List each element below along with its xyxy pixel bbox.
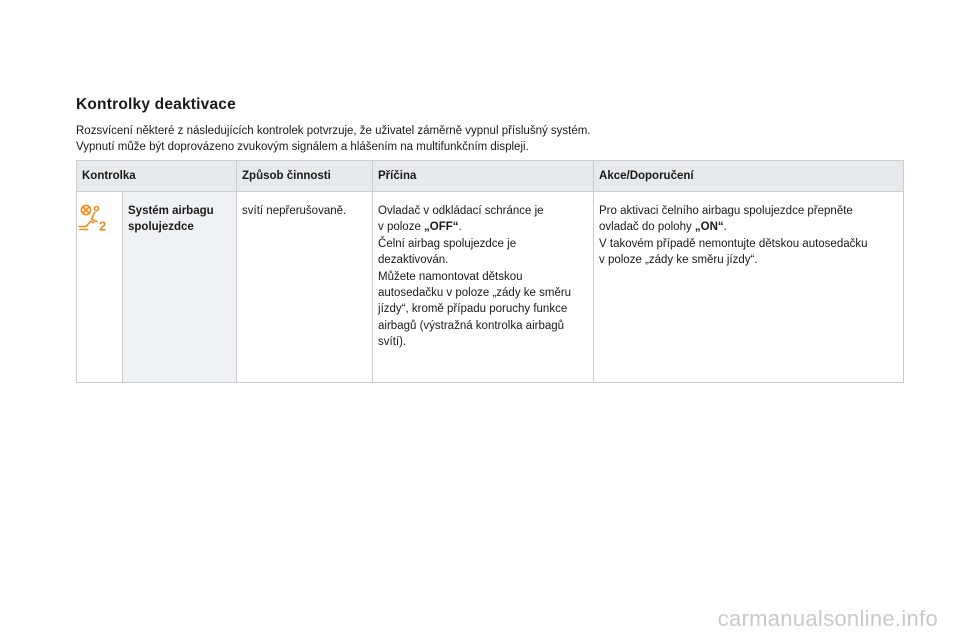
header-operation: Způsob činnosti <box>237 161 373 192</box>
action-line-2-post: . <box>723 221 727 234</box>
header-cause: Příčina <box>373 161 594 192</box>
action-cell <box>594 192 904 383</box>
cause-off-label: „OFF“ <box>424 221 459 234</box>
cause-line-2 <box>378 219 588 235</box>
section-heading: Kontrolky deaktivace <box>76 96 236 113</box>
cause-line-7: jízdy“, kromě případu poruchy funkce <box>378 303 568 316</box>
action-line-3: V takovém případě nemontujte dětskou autosedačku <box>599 237 868 250</box>
action-on-label: „ON“ <box>694 221 724 234</box>
cause-line-2-pre: v poloze <box>378 221 425 234</box>
light-name-cell <box>123 192 237 383</box>
cause-line-6: autosedačku v poloze „zády ke směru <box>378 287 572 300</box>
cause-line-8: airbagů (výstražná kontrolka airbagů <box>378 319 565 332</box>
icon-cell <box>77 192 123 383</box>
cause-line-3: Čelní airbag spolujezdce je <box>378 237 517 250</box>
light-name-line-1: Systém airbagu <box>128 205 214 217</box>
action-line-1: Pro aktivaci čelního airbagu spolujezdce přepněte <box>599 205 853 217</box>
action-line-2 <box>599 219 898 235</box>
operation-text: svítí nepřerušovaně. <box>242 205 347 217</box>
light-name-line-2: spolujezdce <box>128 221 194 234</box>
watermark: carmanualsonline.info <box>717 606 938 631</box>
intro-line-1: Rozsvícení některé z následujících kontrolek potvrzuje, že uživatel záměrně vypnul příslušný systém. <box>76 125 591 137</box>
header-action: Akce/Doporučení <box>594 161 904 192</box>
action-line-4: v poloze „zády ke směru jízdy“. <box>599 254 758 267</box>
table-row <box>77 192 904 383</box>
intro-text <box>76 123 591 155</box>
cause-cell <box>373 192 594 383</box>
warning-lights-table <box>76 160 904 383</box>
cause-line-1: Ovladač v odkládací schránce je <box>378 205 544 217</box>
cause-line-5: Můžete namontovat dětskou <box>378 270 523 283</box>
cause-line-2-post: . <box>458 221 462 234</box>
action-line-2-pre: ovladač do polohy <box>599 221 695 234</box>
table-header-row <box>77 161 904 192</box>
intro-line-2: Vypnutí může být doprovázeno zvukovým signálem a hlášením na multifunkčním displeji. <box>76 141 529 153</box>
svg-text:2: 2 <box>99 218 107 232</box>
operation-cell <box>237 192 373 383</box>
passenger-airbag-off-icon <box>77 204 109 232</box>
cause-line-9: svítí). <box>378 336 407 349</box>
header-kontrolka: Kontrolka <box>77 161 237 192</box>
cause-line-4: dezaktivován. <box>378 254 449 267</box>
